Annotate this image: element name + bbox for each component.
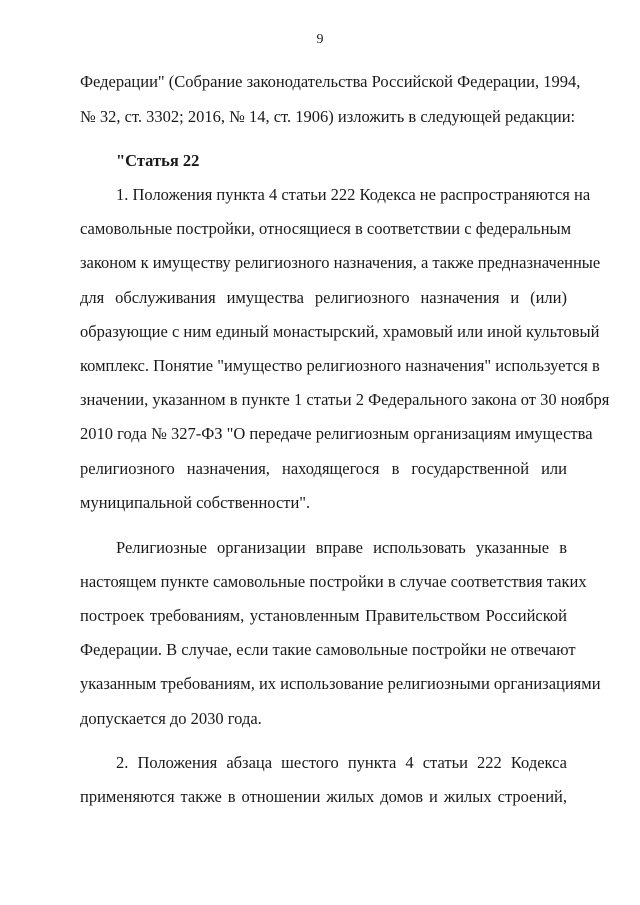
article-heading: "Статья 22	[116, 151, 200, 170]
paragraph-line: религиозного назначения, находящегося в государственной или	[80, 459, 567, 478]
paragraph-line: законом к имуществу религиозного назначения, а также предназначенные	[80, 253, 601, 272]
paragraph-line: указанным требованиям, их использование религиозными организациями	[80, 674, 601, 693]
paragraph-line: 1. Положения пункта 4 статьи 222 Кодекса не распространяются на	[116, 185, 591, 204]
page-number: 9	[316, 32, 324, 47]
paragraph-line: комплекс. Понятие "имущество религиозного назначения" используется в	[80, 356, 600, 375]
paragraph-line: допускается до 2030 года.	[80, 709, 262, 728]
intro-line: № 32, ст. 3302; 2016, № 14, ст. 1906) изложить в следующей редакции:	[80, 107, 576, 126]
paragraph-line: 2. Положения абзаца шестого пункта 4 статьи 222 Кодекса	[116, 753, 567, 772]
intro-line: Федерации" (Собрание законодательства Российской Федерации, 1994,	[80, 72, 581, 91]
paragraph-line: значении, указанном в пункте 1 статьи 2 Федерального закона от 30 ноября	[80, 390, 610, 409]
paragraph-line: Федерации. В случае, если такие самовольные постройки не отвечают	[80, 640, 576, 659]
paragraph-line: для обслуживания имущества религиозного назначения и (или)	[80, 288, 567, 307]
paragraph-line: самовольные постройки, относящиеся в соответствии с федеральным	[80, 219, 572, 238]
paragraph-line: 2010 года № 327-ФЗ "О передаче религиозным организациям имущества	[80, 424, 593, 443]
paragraph-line: Религиозные организации вправе использовать указанные в	[116, 538, 567, 557]
paragraph-line: образующие с ним единый монастырский, храмовый или иной культовый	[80, 322, 600, 341]
paragraph-line: применяются также в отношении жилых домов и жилых строений,	[80, 787, 567, 806]
paragraph-line: построек требованиям, установленным Правительством Российской	[80, 606, 567, 625]
paragraph-line: муниципальной собственности".	[80, 493, 311, 512]
paragraph-line: настоящем пункте самовольные постройки в случае соответствия таких	[80, 572, 587, 591]
